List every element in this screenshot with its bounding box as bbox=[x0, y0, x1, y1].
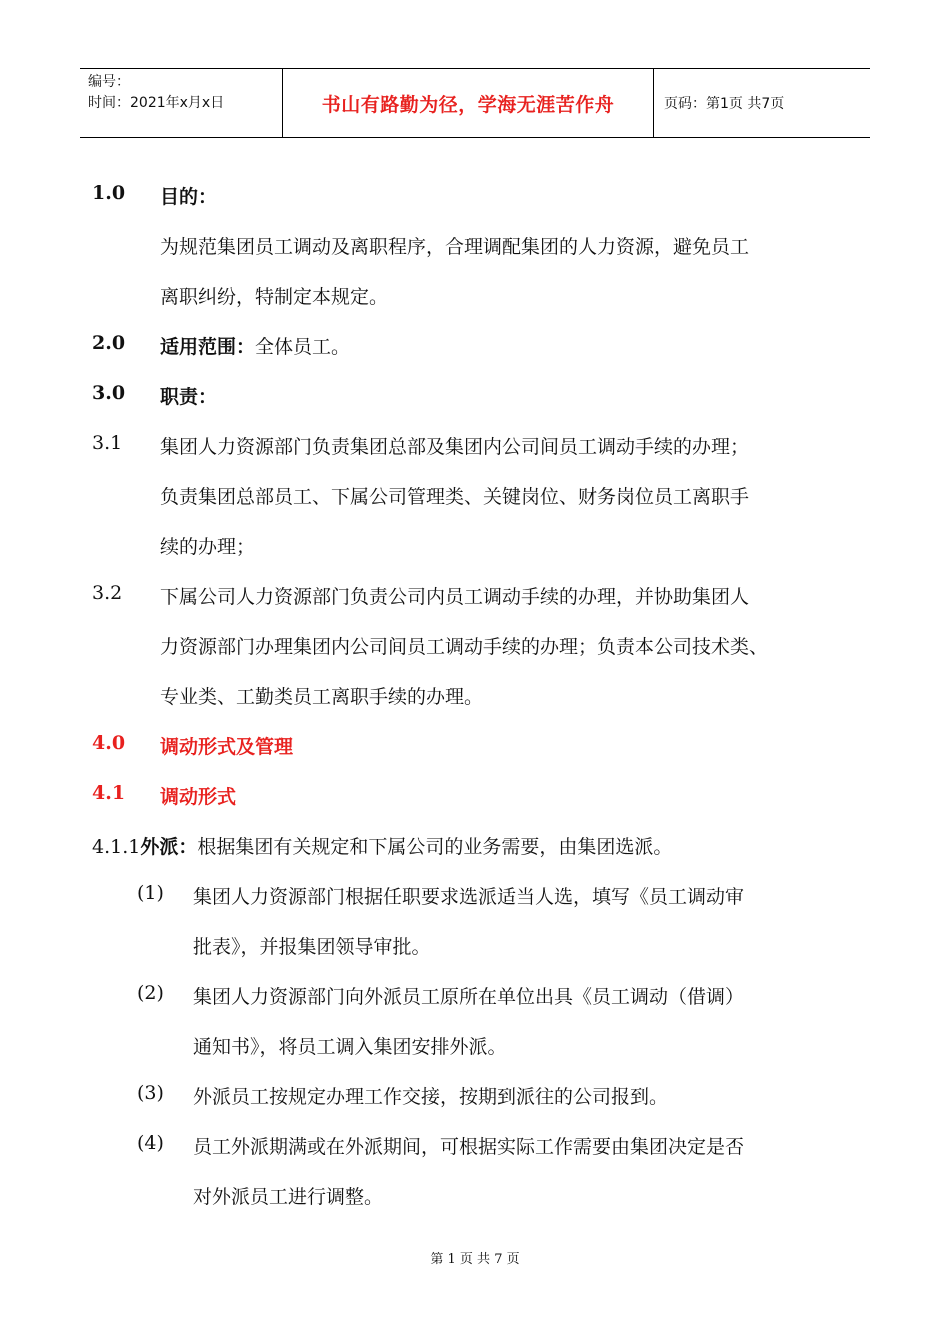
section-2-line bbox=[160, 332, 350, 359]
item-4-line-2: 对外派员工进行调整。 bbox=[193, 1186, 384, 1208]
section-number-2: 2.0 bbox=[92, 332, 126, 354]
section-3-1-line-1: 集团人力资源部门负责集团总部及集团内公司间员工调动手续的办理； bbox=[160, 436, 750, 458]
section-number-4: 4.0 bbox=[92, 732, 126, 754]
item-number-4: (4) bbox=[137, 1132, 164, 1154]
section-number-3-1: 3.1 bbox=[92, 432, 123, 454]
section-3-2-line-3: 专业类、工勤类员工离职手续的办理。 bbox=[160, 686, 484, 708]
date-label: 时间：2021年x月x日 bbox=[88, 95, 225, 111]
item-3-line-1: 外派员工按规定办理工作交接，按期到派往的公司报到。 bbox=[193, 1086, 669, 1108]
section-2-text: 全体员工。 bbox=[255, 336, 351, 358]
section-3-1-line-3: 续的办理； bbox=[160, 536, 256, 558]
section-number-4-1-1: 4.1.1 bbox=[92, 836, 141, 858]
section-number-3-2: 3.2 bbox=[92, 582, 123, 604]
section-number-3: 3.0 bbox=[92, 382, 126, 404]
section-4-1-1-line bbox=[92, 832, 672, 859]
item-1-line-1: 集团人力资源部门根据任职要求选派适当人选，填写《员工调动审 bbox=[193, 886, 745, 908]
page-footer: 第 1 页 共 7 页 bbox=[430, 1252, 520, 1267]
section-title-4-1: 调动形式 bbox=[160, 786, 237, 808]
item-4-line-1: 员工外派期满或在外派期间，可根据实际工作需要由集团决定是否 bbox=[193, 1136, 745, 1158]
item-number-2: (2) bbox=[137, 982, 164, 1004]
section-title-4: 调动形式及管理 bbox=[160, 736, 294, 758]
header-page-info: 页码：第1页 共7页 bbox=[664, 96, 785, 112]
page-header bbox=[80, 68, 870, 138]
section-3-2-line-1: 下属公司人力资源部门负责公司内员工调动手续的办理，并协助集团人 bbox=[160, 586, 750, 608]
header-meta bbox=[80, 69, 282, 137]
item-2-line-1: 集团人力资源部门向外派员工原所在单位出具《员工调动（借调） bbox=[193, 986, 745, 1008]
doc-number-label: 编号： bbox=[88, 74, 130, 90]
section-title-3: 职责： bbox=[160, 386, 218, 408]
item-2-line-2: 通知书》，将员工调入集团安排外派。 bbox=[193, 1036, 507, 1058]
section-number-1: 1.0 bbox=[92, 182, 126, 204]
section-1-text-line-1: 为规范集团员工调动及离职程序，合理调配集团的人力资源，避免员工 bbox=[160, 236, 750, 258]
header-motto: 书山有路勤为径，学海无涯苦作舟 bbox=[282, 69, 654, 137]
section-4-1-1-text: 根据集团有关规定和下属公司的业务需要，由集团选派。 bbox=[197, 836, 673, 858]
section-3-2-line-2: 力资源部门办理集团内公司间员工调动手续的办理；负责本公司技术类、 bbox=[160, 636, 769, 658]
section-title-2: 适用范围： bbox=[160, 336, 256, 358]
item-1-line-2: 批表》，并报集团领导审批。 bbox=[193, 936, 431, 958]
section-title-4-1-1: 外派： bbox=[140, 836, 198, 858]
section-number-4-1: 4.1 bbox=[92, 782, 126, 804]
item-number-1: (1) bbox=[137, 882, 164, 904]
section-3-1-line-2: 负责集团总部员工、下属公司管理类、关键岗位、财务岗位员工离职手 bbox=[160, 486, 750, 508]
item-number-3: (3) bbox=[137, 1082, 164, 1104]
section-1-text-line-2: 离职纠纷，特制定本规定。 bbox=[160, 286, 389, 308]
section-title-1: 目的： bbox=[160, 186, 218, 208]
